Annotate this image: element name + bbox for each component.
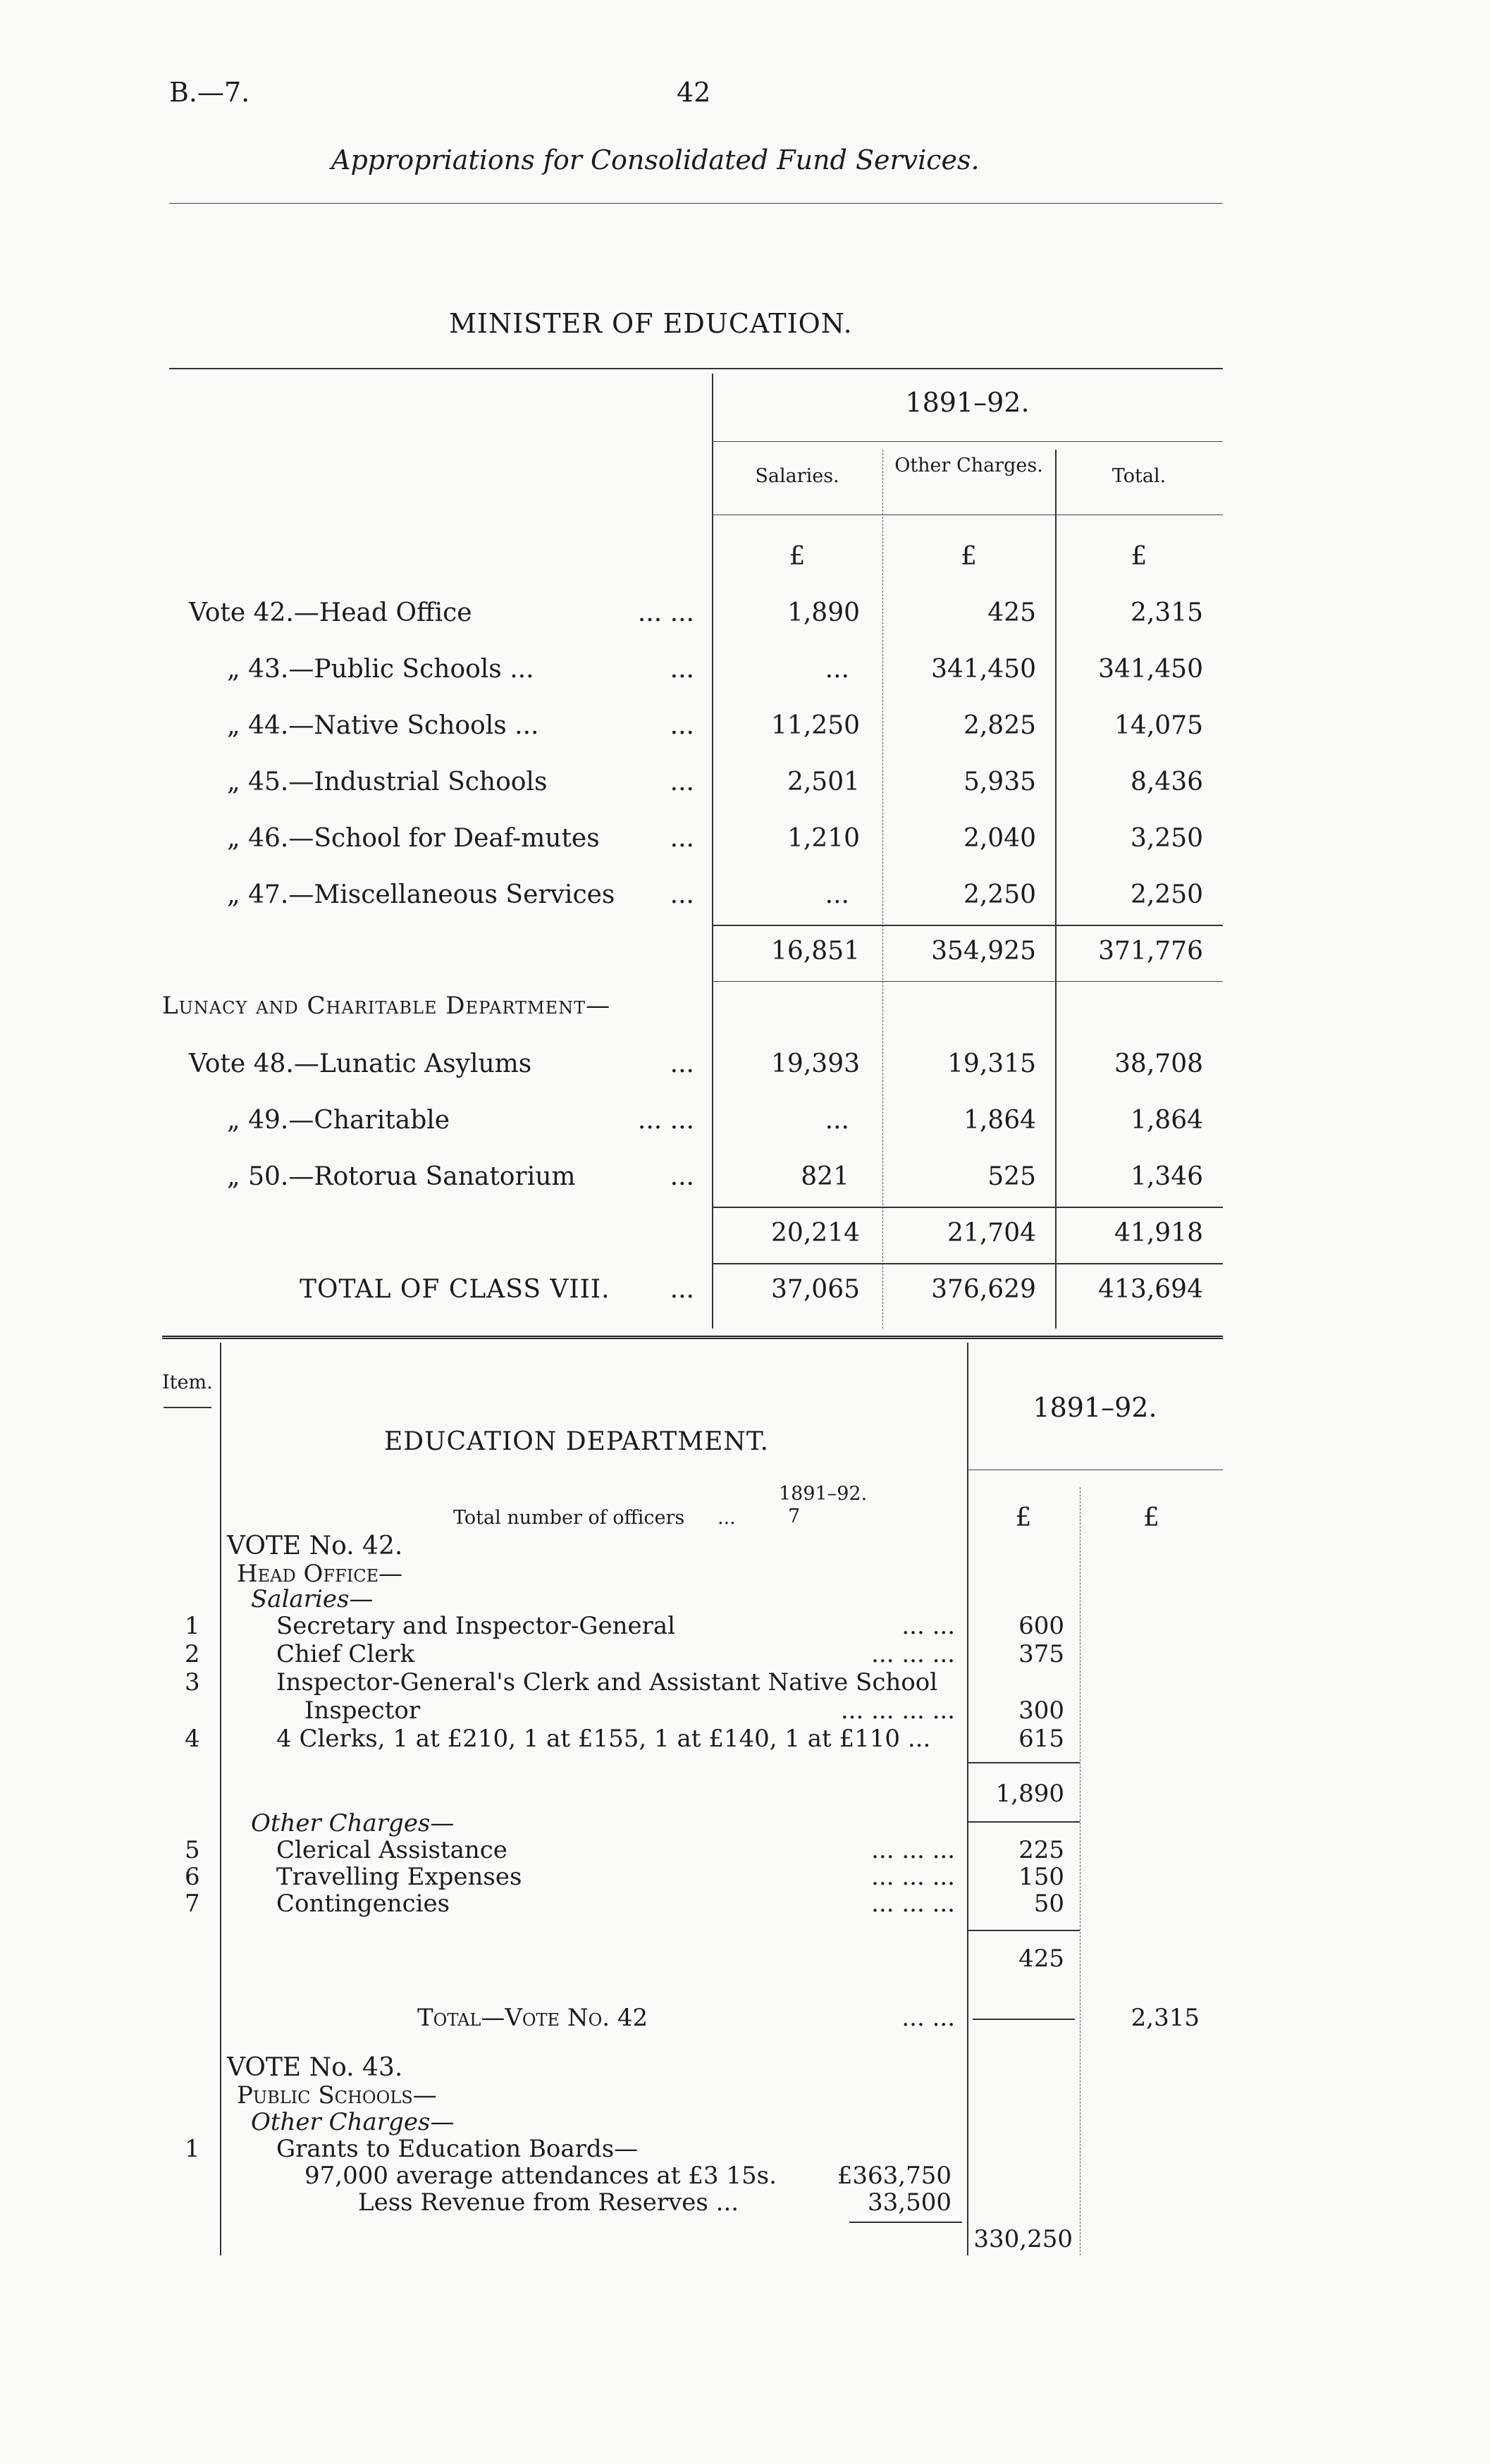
vote43-net: 330,250 bbox=[973, 2225, 1073, 2253]
row-label: „ 49.—Charitable bbox=[227, 1106, 450, 1135]
item-number: 7 bbox=[185, 1890, 200, 1918]
row-label: „ 43.—Public Schools ... bbox=[227, 655, 534, 684]
row-total: 3,250 bbox=[1130, 824, 1203, 853]
row-label: „ 46.—School for Deaf-mutes bbox=[227, 824, 600, 853]
item-number: 6 bbox=[185, 1863, 200, 1891]
row-salaries: ... bbox=[825, 655, 849, 684]
item-desc: Inspector bbox=[304, 1696, 421, 1725]
other-start-rule bbox=[967, 1821, 1080, 1823]
item-dots: ... ... bbox=[901, 1612, 955, 1640]
subtotal1-total: 371,776 bbox=[1098, 937, 1203, 966]
row-label: „ 50.—Rotorua Sanatorium bbox=[227, 1162, 576, 1191]
vote42-total: 2,315 bbox=[1131, 2004, 1200, 2032]
amount-currency: £ bbox=[1015, 1503, 1032, 1532]
subtotal2-total: 41,918 bbox=[1114, 1219, 1203, 1248]
officers-label: Total number of officers bbox=[453, 1507, 685, 1529]
detail-year: 1891–92. bbox=[1033, 1392, 1157, 1423]
class-total-other: 376,629 bbox=[931, 1275, 1036, 1304]
row-total: 2,250 bbox=[1130, 880, 1203, 909]
row-salaries: 1,890 bbox=[787, 598, 860, 627]
row-other: 2,250 bbox=[963, 880, 1036, 909]
row-other: 5,935 bbox=[963, 768, 1036, 796]
row-dots: ... bbox=[670, 768, 694, 796]
officers-year: 1891–92. bbox=[779, 1483, 868, 1505]
row-other: 425 bbox=[987, 598, 1036, 627]
row-other: 2,040 bbox=[963, 824, 1036, 853]
item-header-rule bbox=[164, 1407, 211, 1408]
item-desc: Contingencies bbox=[276, 1890, 450, 1918]
row-dots: ... bbox=[670, 1049, 694, 1078]
less-rule bbox=[849, 2222, 962, 2223]
attendance-amount: £363,750 bbox=[837, 2162, 952, 2190]
vote43-other-label: Other Charges— bbox=[251, 2108, 455, 2136]
lunacy-heading: Lunacy and Charitable Department— bbox=[162, 992, 611, 1020]
item-desc: Clerical Assistance bbox=[276, 1836, 507, 1864]
row-dots: ... bbox=[670, 711, 694, 740]
row-total: 341,450 bbox=[1098, 655, 1203, 684]
vote43-grant-label: Grants to Education Boards— bbox=[276, 2135, 639, 2163]
item-amount: 600 bbox=[1018, 1612, 1064, 1640]
other-subtotal: 425 bbox=[1018, 1945, 1064, 1973]
other-subtotal-rule bbox=[967, 1930, 1080, 1931]
subtotal2-bottom-rule bbox=[712, 1263, 1223, 1264]
item-amount: 50 bbox=[1033, 1890, 1064, 1918]
row-dots: ... ... bbox=[637, 598, 694, 627]
item-header: Item. bbox=[162, 1372, 213, 1393]
summary-top-rule bbox=[169, 368, 1223, 369]
summary-col-other: Other Charges. bbox=[894, 455, 1043, 476]
item-amount: 375 bbox=[1018, 1640, 1064, 1668]
row-total: 2,315 bbox=[1130, 598, 1203, 627]
row-dots: ... ... bbox=[637, 1106, 694, 1135]
vote42-salaries-label: Salaries— bbox=[251, 1585, 374, 1613]
row-total: 1,346 bbox=[1130, 1162, 1203, 1191]
row-total: 8,436 bbox=[1130, 768, 1203, 796]
subtotal2-salaries: 20,214 bbox=[771, 1219, 860, 1248]
row-label: Vote 48.—Lunatic Asylums bbox=[189, 1049, 532, 1078]
vote42-total-rule bbox=[973, 2019, 1075, 2020]
summary-title: MINISTER OF EDUCATION. bbox=[449, 308, 853, 339]
summary-col-salaries: Salaries. bbox=[755, 465, 839, 487]
row-label: „ 45.—Industrial Schools bbox=[227, 768, 548, 796]
subtotal1-bottom-rule bbox=[712, 981, 1223, 982]
running-title: Appropriations for Consolidated Fund Services. bbox=[331, 144, 980, 175]
summary-year-rule bbox=[712, 441, 1223, 442]
vote42-total-dots: ... ... bbox=[901, 2004, 955, 2032]
vote42-title: VOTE No. 42. bbox=[227, 1532, 403, 1560]
row-label: Vote 42.—Head Office bbox=[189, 598, 472, 627]
item-number: 4 bbox=[185, 1725, 200, 1753]
row-dots: ... bbox=[670, 824, 694, 853]
row-other: 341,450 bbox=[931, 655, 1036, 684]
vote42-other-label: Other Charges— bbox=[251, 1809, 455, 1837]
row-salaries: 19,393 bbox=[771, 1049, 860, 1078]
item-desc: Inspector-General's Clerk and Assistant Native School bbox=[276, 1668, 938, 1696]
total-currency: £ bbox=[1143, 1503, 1159, 1532]
vote43-section: Public Schools— bbox=[237, 2081, 437, 2109]
item-amount: 150 bbox=[1018, 1863, 1064, 1891]
item-number: 2 bbox=[185, 1640, 200, 1668]
row-other: 1,864 bbox=[963, 1106, 1036, 1135]
item-desc: Chief Clerk bbox=[276, 1640, 415, 1668]
row-dots: ... bbox=[670, 655, 694, 684]
class-total-dots: ... bbox=[670, 1275, 694, 1304]
less-amount: 33,500 bbox=[868, 2188, 952, 2217]
summary-col-total: Total. bbox=[1112, 465, 1166, 487]
item-dots: ... ... ... bbox=[871, 1863, 955, 1891]
row-label: „ 47.—Miscellaneous Services bbox=[227, 880, 615, 909]
vote42-total-label: Total—Vote No. 42 bbox=[417, 2004, 648, 2032]
row-other: 525 bbox=[987, 1162, 1036, 1191]
item-dots: ... ... ... bbox=[871, 1640, 955, 1668]
section-double-rule bbox=[162, 1336, 1223, 1339]
item-dots: ... ... ... bbox=[871, 1890, 955, 1918]
subtotal1-other: 354,925 bbox=[931, 937, 1036, 966]
total-currency: £ bbox=[1131, 542, 1147, 571]
subtotal1-rule bbox=[712, 925, 1223, 926]
item-amount: 300 bbox=[1018, 1696, 1064, 1725]
vote43-title: VOTE No. 43. bbox=[227, 2053, 403, 2082]
row-other: 2,825 bbox=[963, 711, 1036, 740]
row-dots: ... bbox=[670, 1162, 694, 1191]
subtotal2-other: 21,704 bbox=[947, 1219, 1036, 1248]
dept-title: EDUCATION DEPARTMENT. bbox=[384, 1427, 770, 1456]
other-currency: £ bbox=[961, 542, 977, 571]
row-salaries: 1,210 bbox=[787, 824, 860, 853]
less-line: Less Revenue from Reserves ... bbox=[358, 2188, 739, 2217]
item-dots: ... ... ... bbox=[871, 1836, 955, 1864]
class-total-total: 413,694 bbox=[1098, 1275, 1203, 1304]
class-total-label: TOTAL OF CLASS VIII. bbox=[300, 1275, 610, 1304]
vote43-item-number: 1 bbox=[185, 2135, 200, 2163]
item-amount: 615 bbox=[1018, 1725, 1064, 1753]
vote42-section: Head Office— bbox=[237, 1560, 403, 1588]
item-number: 1 bbox=[185, 1612, 200, 1640]
row-total: 14,075 bbox=[1114, 711, 1203, 740]
row-other: 19,315 bbox=[947, 1049, 1036, 1078]
item-desc: Secretary and Inspector-General bbox=[276, 1612, 676, 1640]
header-rule bbox=[169, 203, 1223, 204]
officers-dots: ... bbox=[718, 1507, 736, 1529]
salaries-subtotal-rule bbox=[967, 1762, 1080, 1763]
salaries-currency: £ bbox=[789, 542, 806, 571]
row-salaries: 11,250 bbox=[771, 711, 860, 740]
item-desc: 4 Clerks, 1 at £210, 1 at £155, 1 at £140, 1 at £110 ... bbox=[276, 1725, 931, 1753]
class-total-salaries: 37,065 bbox=[771, 1275, 860, 1304]
item-amount: 225 bbox=[1018, 1836, 1064, 1864]
detail-item-divider bbox=[220, 1343, 221, 2255]
row-salaries: ... bbox=[825, 880, 849, 909]
page-reference: B.—7. bbox=[169, 77, 250, 108]
attendance-line: 97,000 average attendances at £3 15s. bbox=[304, 2162, 777, 2190]
salaries-subtotal: 1,890 bbox=[995, 1780, 1064, 1808]
row-total: 1,864 bbox=[1130, 1106, 1203, 1135]
row-salaries: ... bbox=[825, 1106, 849, 1135]
item-number: 3 bbox=[185, 1668, 200, 1696]
item-desc: Travelling Expenses bbox=[276, 1863, 522, 1891]
row-salaries: 821 bbox=[801, 1162, 849, 1191]
item-number: 5 bbox=[185, 1836, 200, 1864]
row-label: „ 44.—Native Schools ... bbox=[227, 711, 539, 740]
officers-count: 7 bbox=[788, 1505, 801, 1527]
row-total: 38,708 bbox=[1114, 1049, 1203, 1078]
summary-year: 1891–92. bbox=[905, 387, 1030, 418]
subtotal1-salaries: 16,851 bbox=[771, 937, 860, 966]
item-dots: ... ... ... ... bbox=[840, 1696, 955, 1725]
page-number: 42 bbox=[677, 77, 711, 108]
row-dots: ... bbox=[670, 880, 694, 909]
subtotal2-rule bbox=[712, 1207, 1223, 1208]
row-salaries: 2,501 bbox=[787, 768, 860, 796]
